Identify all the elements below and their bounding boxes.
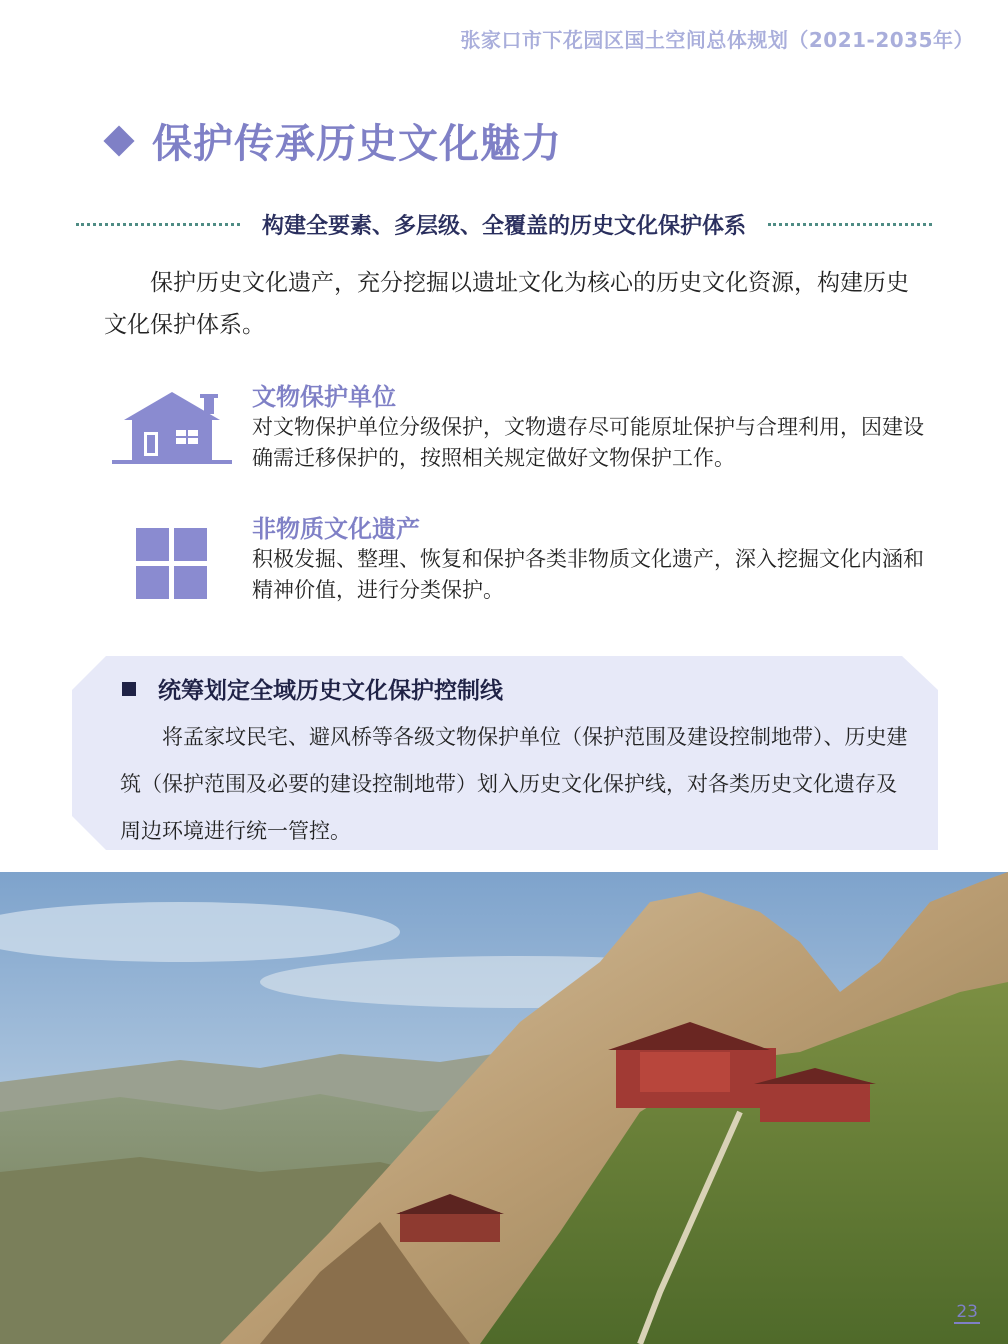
- dotted-divider-left: [76, 223, 240, 226]
- page-number: 23: [956, 1302, 978, 1322]
- item-title: 非物质文化遗产: [252, 515, 420, 543]
- item-title: 文物保护单位: [252, 383, 396, 411]
- dotted-divider-right: [768, 223, 932, 226]
- item-body: 积极发掘、整理、恢复和保护各类非物质文化遗产，深入挖掘文化内涵和精神价值，进行分类保护。: [252, 547, 924, 602]
- callout-heading: [122, 672, 503, 705]
- grid-icon: [136, 528, 208, 600]
- item-intangible-heritage: [252, 514, 932, 606]
- mountain-temple-photo: [0, 872, 1008, 1344]
- diamond-bullet-icon: [103, 125, 134, 156]
- document-header-title: 张家口市下花园区国土空间总体规划（2021-2035年）: [460, 28, 974, 52]
- house-icon: [110, 388, 234, 468]
- subheading: 构建全要素、多层级、全覆盖的历史文化保护体系: [262, 213, 747, 239]
- square-bullet-icon: [122, 682, 136, 696]
- item-cultural-relic-unit: [252, 382, 932, 474]
- subheading-row: [76, 204, 932, 244]
- intro-paragraph: 保护历史文化遗产，充分挖掘以遗址文化为核心的历史文化资源，构建历史文化保护体系。: [104, 270, 909, 338]
- callout-title: 统筹划定全域历史文化保护控制线: [158, 678, 503, 704]
- section-heading: [104, 112, 562, 169]
- section-title: 保护传承历史文化魅力: [152, 121, 562, 167]
- callout-body: 将孟家坟民宅、避风桥等各级文物保护单位（保护范围及建设控制地带）、历史建筑（保护范围及必要的建设控制地带）划入历史文化保护线，对各类历史文化遗存及周边环境进行统一管控。: [120, 725, 908, 843]
- item-body: 对文物保护单位分级保护，文物遗存尽可能原址保护与合理利用，因建设确需迁移保护的，按照相关规定做好文物保护工作。: [252, 415, 924, 470]
